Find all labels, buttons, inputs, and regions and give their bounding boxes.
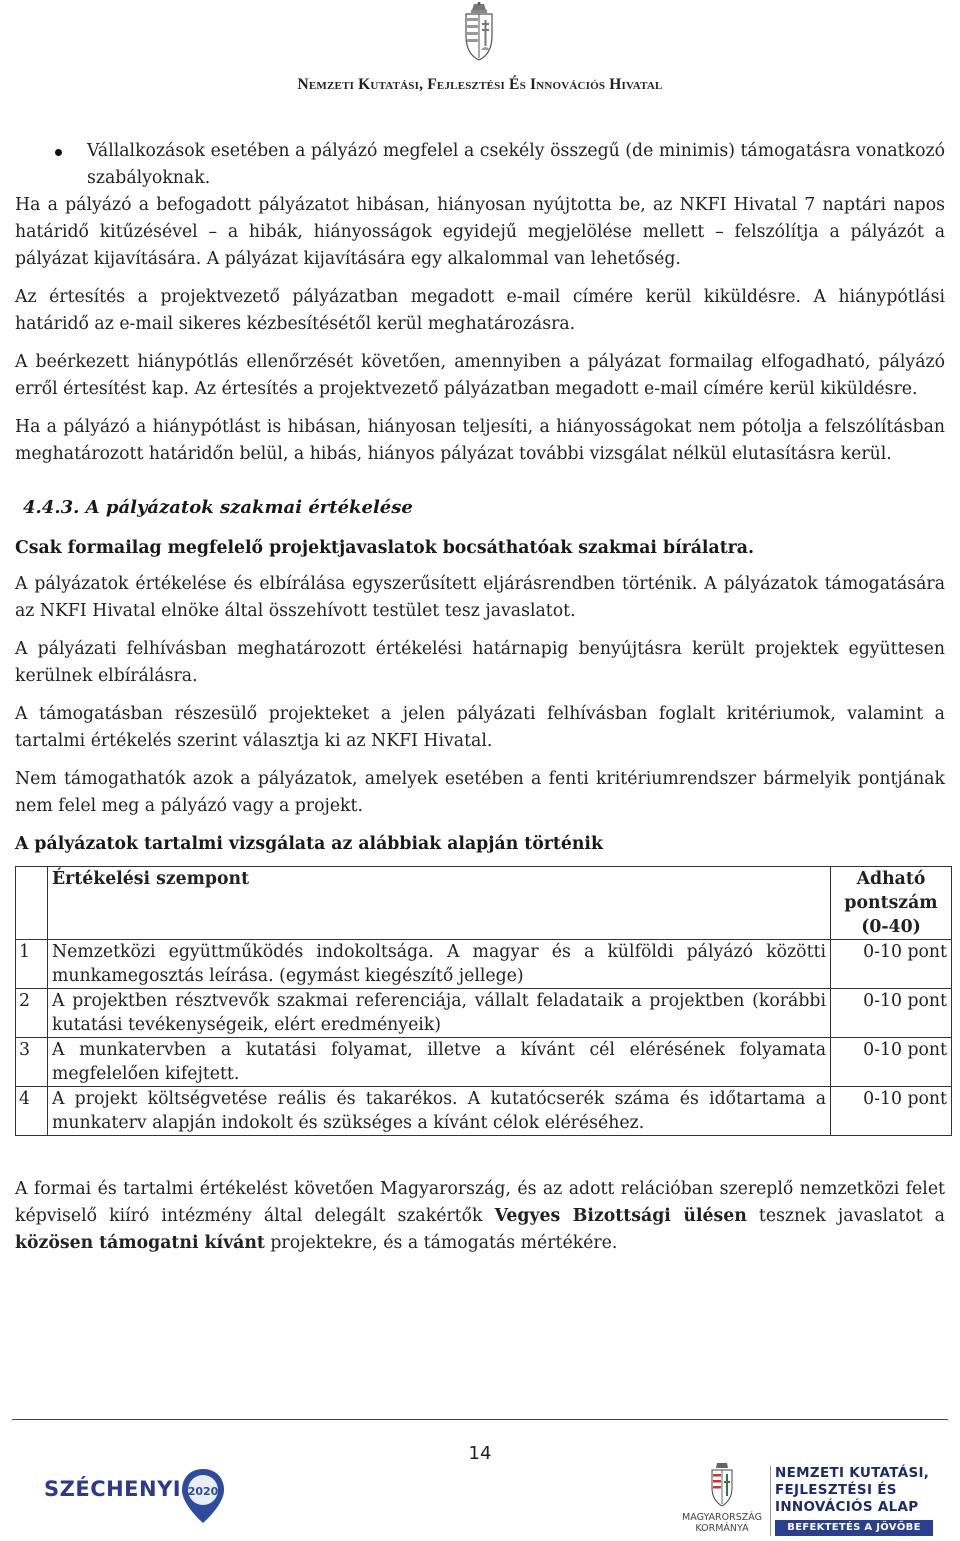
government-line-1: MAGYARORSZÁG: [682, 1512, 762, 1523]
row-points: 0-10 pont: [831, 940, 952, 989]
bold-statement: Csak formailag megfelelő projektjavaslatok bocsáthatóak szakmai bírálatra.: [15, 538, 754, 558]
row-number: 1: [16, 940, 48, 989]
paragraph-evaluation: A pályázatok értékelése és elbírálása egyszerűsített eljárásrendben történik. A pályázatok támogatására az NKFI Hivatal elnöke által összehívott testület tesz javaslatot.: [15, 574, 945, 621]
paragraph-rejection: Ha a pályázó a hiánypótlást is hibásan, hiányosan teljesíti, a hiányosságokat nem pótolja a felszólításban meghatározott határidőn belül, a hibás, hiányos pályázat további vizsgálat nélkül elutasításra kerül.: [15, 417, 945, 464]
page-header: [0, 0, 960, 100]
table-header-row: [16, 867, 952, 940]
paragraph-correction: Ha a pályázó a befogadott pályázatot hibásan, hiányosan nyújtotta be, az NKFI Hivatal 7 naptári napos határidő kitűzésével – a hibák, hiányosságok egyidejű megjelölése mellett – felszólítja a pályázót a pályázat kijavítására. A pályázat kijavítására egy alkalommal van lehetőség.: [15, 195, 945, 269]
paragraph-notification: Az értesítés a projektvezető pályázatban megadott e-mail címére kerül kiküldésre. A hiánypótlási határidő az e-mail sikeres kézbesítésétől kerül meghatározásra.: [15, 287, 945, 334]
szechenyi-text: SZÉCHENYI: [44, 1477, 182, 1501]
table-row: [16, 1087, 952, 1136]
paragraph-deadline: A pályázati felhívásban meghatározott értékelési határnapig benyújtásra került projektek együttesen kerülnek elbírálásra.: [15, 639, 945, 686]
row-points: 0-10 pont: [831, 989, 952, 1038]
government-line-2: KORMÁNYA: [695, 1523, 749, 1534]
government-coat-icon: [710, 1462, 734, 1508]
paragraph-selection: A támogatásban részesülő projekteket a jelen pályázati felhívásban foglalt kritériumok, valamint a tartalmi értékelés szerint választja ki az NKFI Hivatal.: [15, 704, 945, 751]
nkfi-line-1: NEMZETI KUTATÁSI,: [775, 1465, 930, 1481]
closing-text-1: A formai és tartalmi értékelést követően Magyarország, és az adott relációban szereplő nemzetközi felet képviselő kiíró intézmény által delegált szakértők: [15, 1179, 945, 1226]
section-heading: 4.4.3. A pályázatok szakmai értékelése: [23, 497, 413, 518]
hungarian-coat-of-arms-icon: [462, 2, 496, 64]
bullet-item: [15, 138, 945, 192]
government-logo: [676, 1462, 768, 1538]
page-content: [15, 138, 945, 1268]
table-title: A pályázatok tartalmi vizsgálata az alábbiak alapján történik: [15, 834, 603, 854]
table-row: [16, 940, 952, 989]
government-caption: [676, 1512, 768, 1534]
table-row: [16, 989, 952, 1038]
map-pin-icon: [178, 1467, 228, 1525]
row-criterion: A projektben résztvevők szakmai referenciája, vállalt feladataik a projektben (korábbi kutatási tevékenységeik, elért eredményeik): [48, 989, 831, 1038]
row-criterion: A projekt költségvetése reális és takarékos. A kutatócserék száma és időtartama a munkaterv alapján indokolt és szükséges a kívánt célok eléréséhez.: [48, 1087, 831, 1136]
header-num-cell: [16, 867, 48, 940]
header-points: Adható pontszám (0-40): [831, 867, 952, 940]
header-criterion: Értékelési szempont: [48, 867, 831, 940]
paragraph-exclusion: Nem támogathatók azok a pályázatok, amelyek esetében a fenti kritériumrendszer bármelyik pontjának nem felel meg a pályázó vagy a projekt.: [15, 769, 945, 816]
table-row: [16, 1038, 952, 1087]
row-number: 2: [16, 989, 48, 1038]
page-number: 14: [468, 1443, 492, 1464]
footer-logo-separator: [770, 1466, 771, 1536]
closing-text-3: projektekre, és a támogatás mértékére.: [264, 1233, 618, 1253]
closing-bold-2: közösen támogatni kívánt: [15, 1233, 265, 1253]
nkfi-line-2: FEJLESZTÉSI ÉS: [775, 1482, 897, 1498]
row-criterion: Nemzetközi együttműködés indokoltsága. A magyar és a külföldi pályázó közötti munkamegosztás leírása. (egymást kiegészítő jellege): [48, 940, 831, 989]
paragraph-check: A beérkezett hiánypótlás ellenőrzését követően, amennyiben a pályázat formailag elfogadható, pályázó erről értesítést kap. Az értesítés a projektvezető pályázatban megadott e-mail címére kerül kiküldésre.: [15, 352, 945, 399]
closing-text-2: tesznek javaslatot a: [746, 1206, 945, 1226]
bullet-text: Vállalkozások esetében a pályázó megfelel a csekély összegű (de minimis) támogatásra vonatkozó szabályoknak.: [87, 141, 945, 188]
row-points: 0-10 pont: [831, 1087, 952, 1136]
paragraph-closing: [15, 1176, 945, 1257]
criteria-table: [15, 866, 952, 1136]
row-points: 0-10 pont: [831, 1038, 952, 1087]
nkfi-slogan: BEFEKTETÉS A JÖVŐBE: [775, 1520, 933, 1536]
nkfi-line-3: INNOVÁCIÓS ALAP: [775, 1499, 919, 1515]
row-number: 3: [16, 1038, 48, 1087]
closing-bold-1: Vegyes Bizottsági ülésen: [494, 1206, 747, 1226]
footer-divider: [12, 1419, 948, 1420]
agency-title: Nemzeti Kutatási, Fejlesztési És Innovációs Hivatal: [297, 76, 663, 93]
bullet-icon: [55, 149, 62, 156]
szechenyi-logo: [44, 1467, 234, 1527]
nkfi-fund-logo: [775, 1463, 935, 1537]
row-number: 4: [16, 1087, 48, 1136]
row-criterion: A munkatervben a kutatási folyamat, illetve a kívánt cél elérésének folyamata megfelelően kifejtett.: [48, 1038, 831, 1087]
szechenyi-year: 2020: [187, 1485, 219, 1498]
